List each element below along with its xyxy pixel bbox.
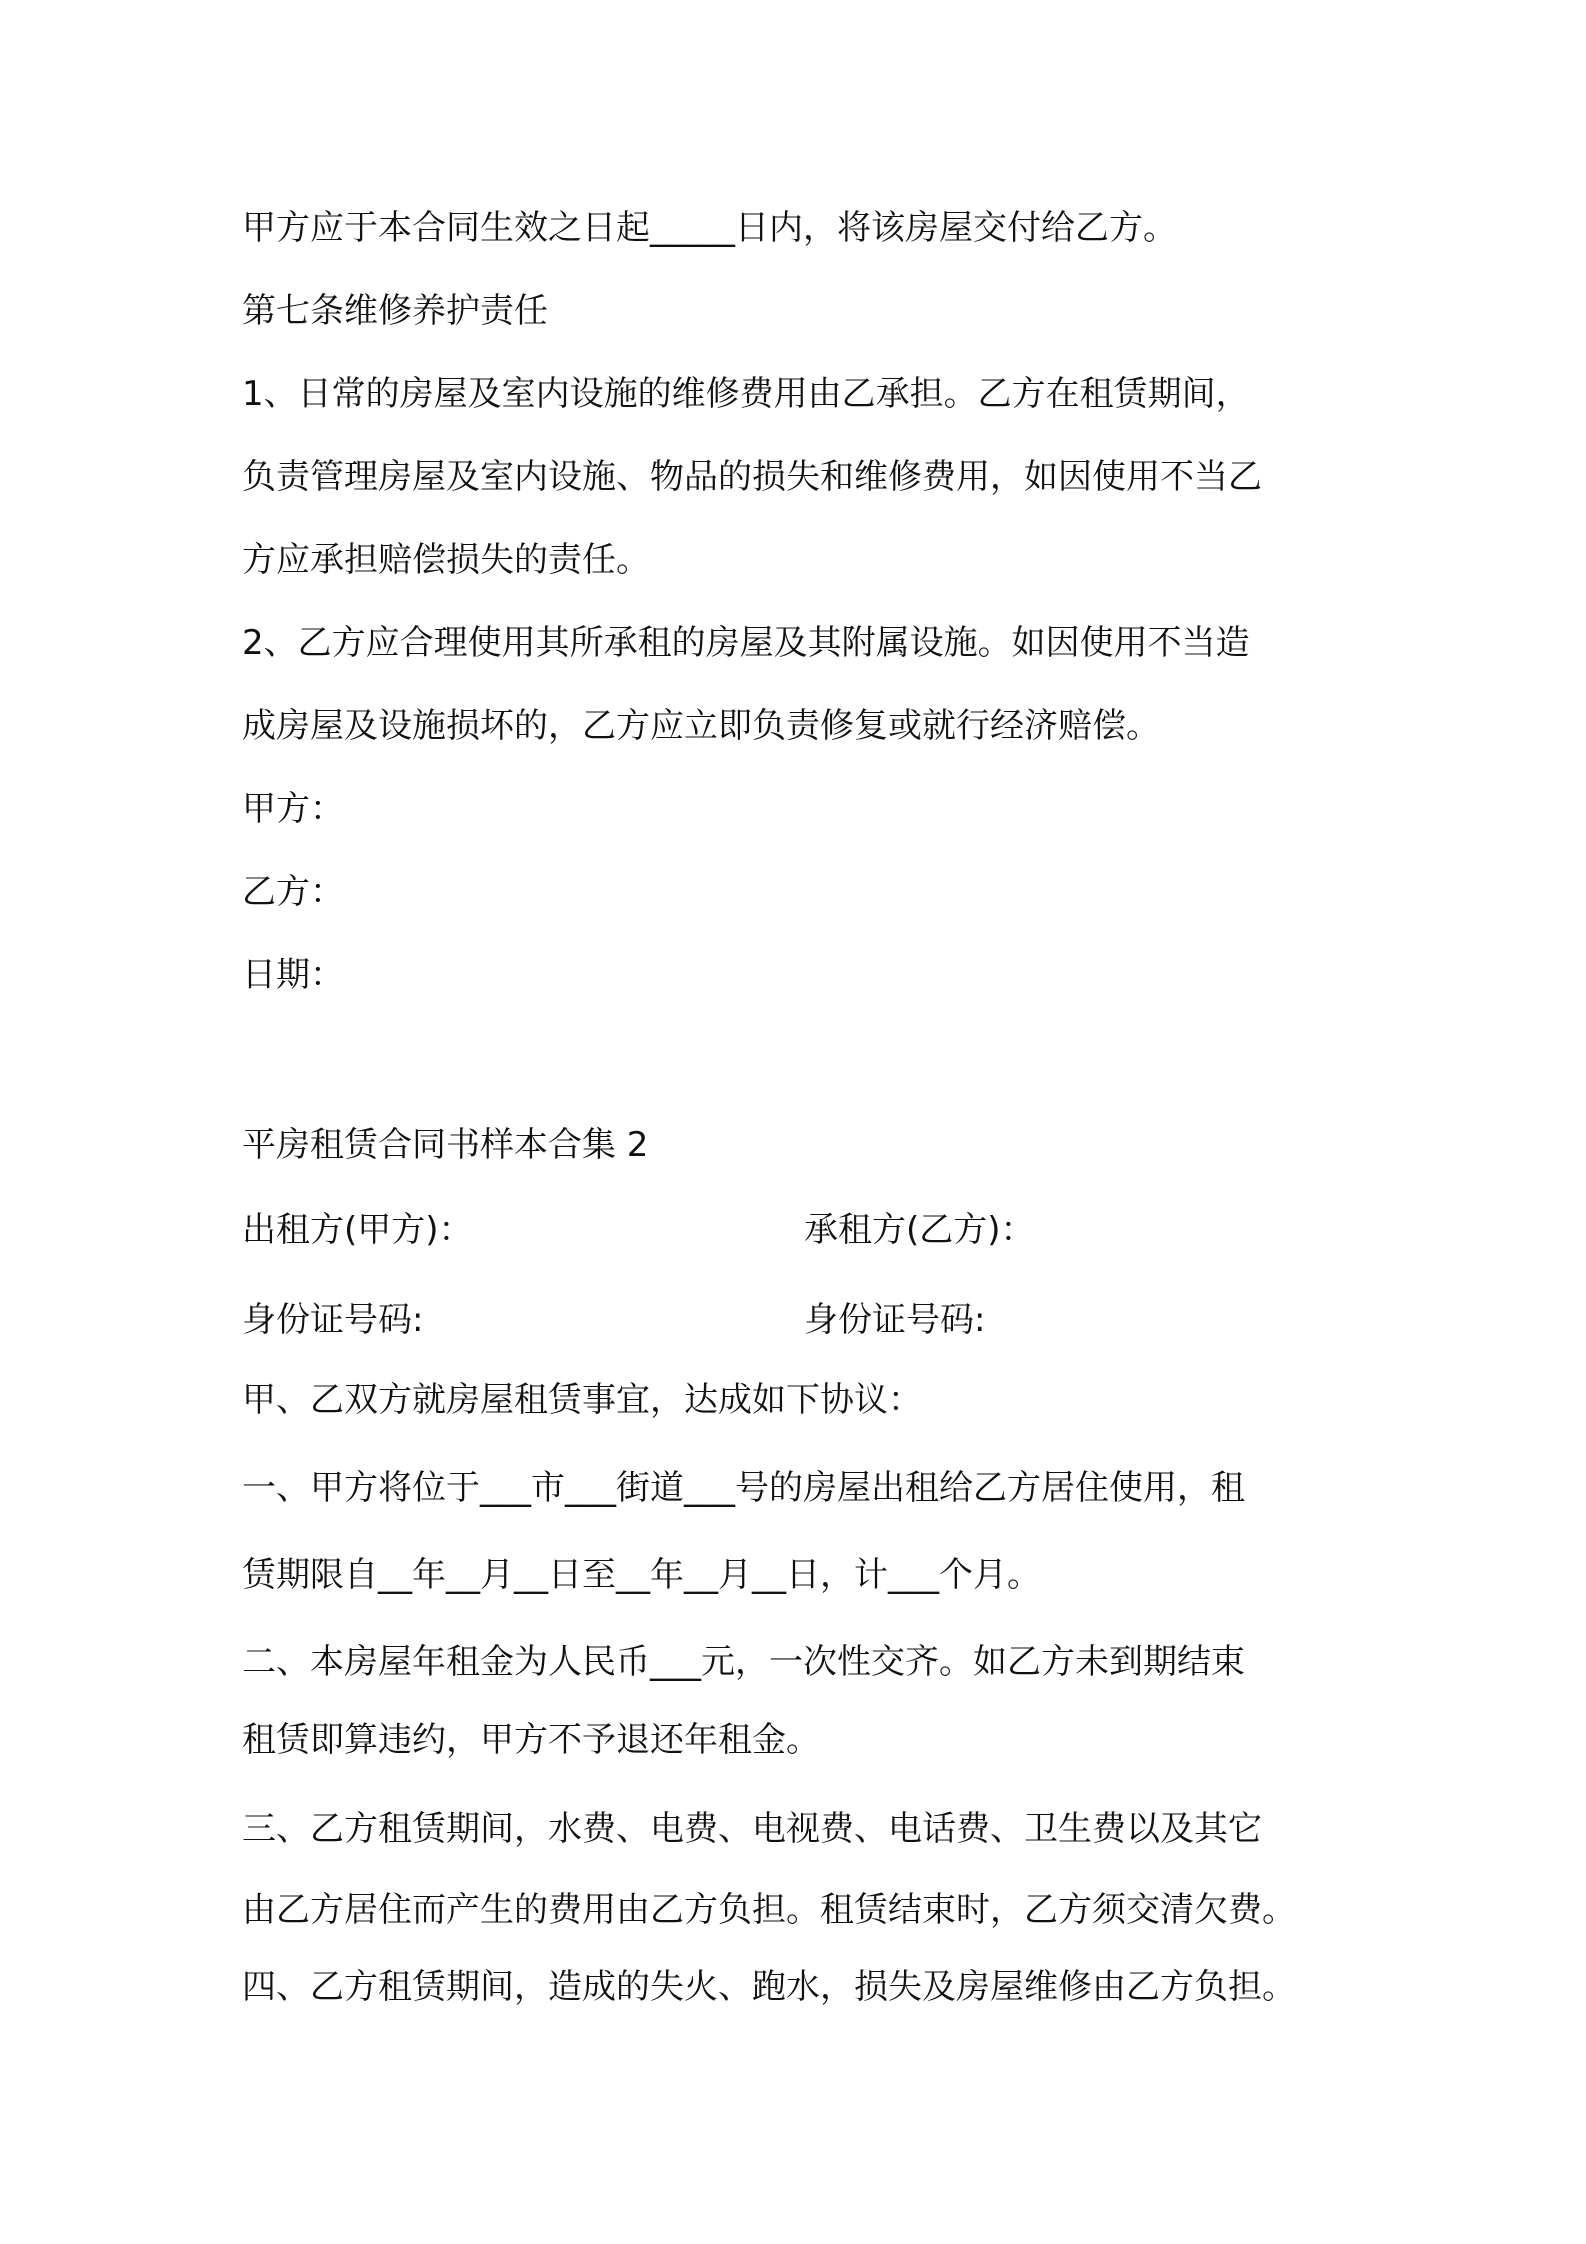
maintenance-item-1-line-1: 1、日常的房屋及室内设施的维修费用由乙承担。乙方在租赁期间， <box>242 374 1250 414</box>
maintenance-item-1-line-3: 方应承担赔偿损失的责任。 <box>242 540 650 580</box>
clause-1-line-2: 赁期限自__年__月__日至__年__月__日，计___个月。 <box>242 1555 1041 1595</box>
article-seven-heading: 第七条维修养护责任 <box>242 291 548 331</box>
clause-4-line-1: 四、乙方租赁期间，造成的失火、跑水，损失及房屋维修由乙方负担。 <box>242 1967 1296 2007</box>
clause-2-line-1: 二、本房屋年租金为人民币___元，一次性交齐。如乙方未到期结束 <box>242 1642 1245 1682</box>
clause-3-line-2: 由乙方居住而产生的费用由乙方负担。租赁结束时，乙方须交清欠费。 <box>242 1890 1296 1930</box>
signature-date: 日期： <box>242 955 344 995</box>
maintenance-item-2-line-2: 成房屋及设施损坏的，乙方应立即负责修复或就行经济赔偿。 <box>242 706 1160 746</box>
clause-2-line-2: 租赁即算违约，甲方不予退还年租金。 <box>242 1720 820 1760</box>
maintenance-item-2-line-1: 2、乙方应合理使用其所承租的房屋及其附属设施。如因使用不当造 <box>242 623 1250 663</box>
signature-party-a: 甲方： <box>242 789 344 829</box>
maintenance-item-1-line-2: 负责管理房屋及室内设施、物品的损失和维修费用，如因使用不当乙 <box>242 457 1262 497</box>
signature-party-b: 乙方： <box>242 872 344 912</box>
delivery-clause: 甲方应于本合同生效之日起_____日内，将该房屋交付给乙方。 <box>242 208 1177 248</box>
lessee-label: 承租方(乙方)： <box>804 1210 1035 1250</box>
clause-1-line-1: 一、甲方将位于___市___街道___号的房屋出租给乙方居住使用，租 <box>242 1468 1245 1508</box>
clause-3-line-1: 三、乙方租赁期间，水费、电费、电视费、电话费、卫生费以及其它 <box>242 1809 1262 1849</box>
lessor-id-label: 身份证号码: <box>242 1300 424 1340</box>
lessee-id-label: 身份证号码: <box>804 1300 986 1340</box>
party-row <box>242 1208 1035 1252</box>
lessor-label: 出租方(甲方)： <box>242 1210 473 1250</box>
contract-title: 平房租赁合同书样本合集 2 <box>242 1125 649 1165</box>
agreement-intro: 甲、乙双方就房屋租赁事宜，达成如下协议： <box>242 1380 922 1420</box>
id-row <box>242 1298 986 1342</box>
